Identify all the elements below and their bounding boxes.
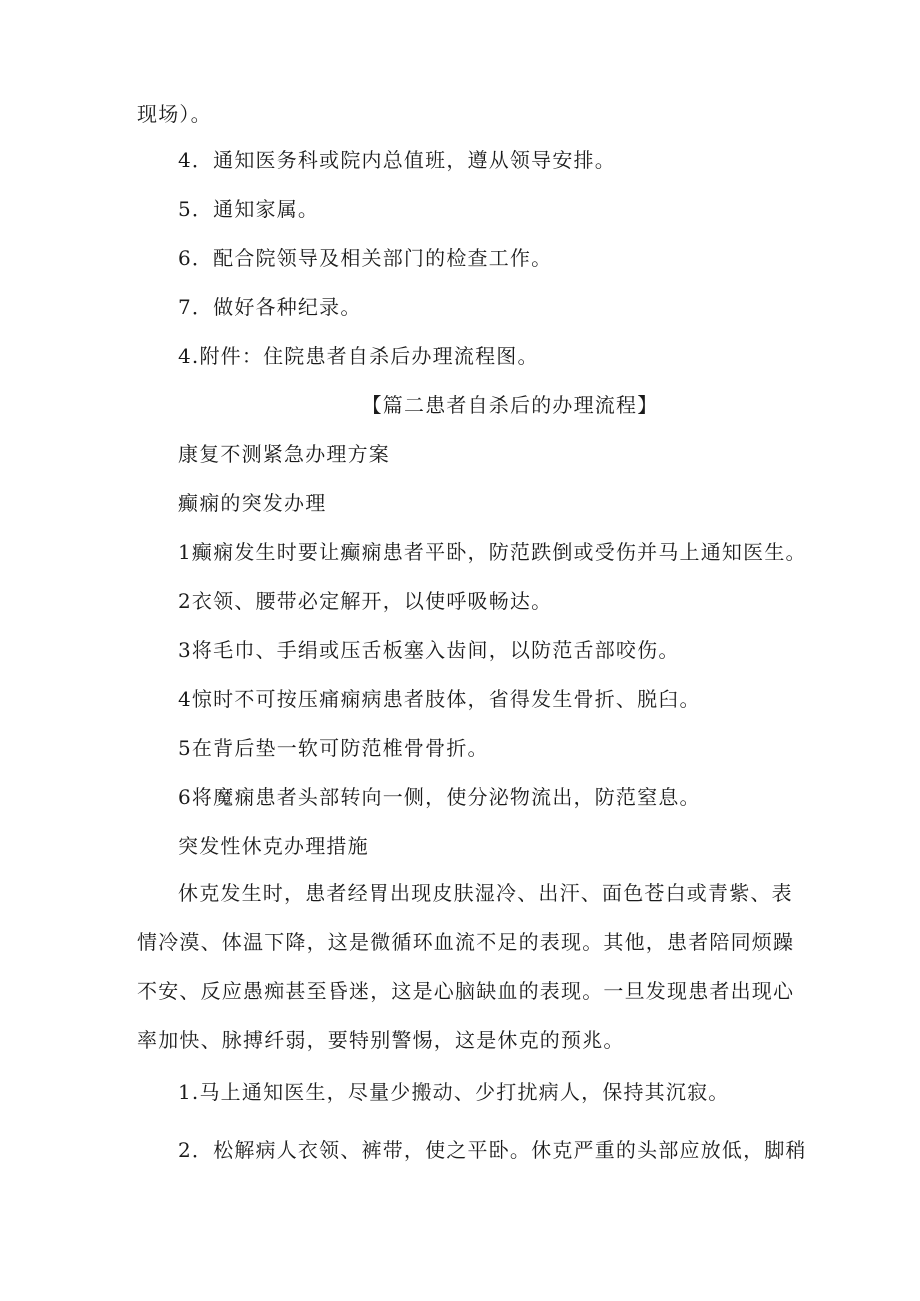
list-item: 4．通知医务科或院内总值班，遵从领导安排。 [178, 148, 616, 172]
list-item: 2衣领、腰带必定解开，以使呼吸畅达。 [178, 589, 553, 613]
attachment-note: 4.附件：住院患者自杀后办理流程图。 [178, 344, 539, 368]
subsection-heading: 突发性休克办理措施 [178, 834, 369, 858]
section-heading: 康复不测紧急办理方案 [178, 442, 390, 466]
list-item: 5．通知家属。 [178, 197, 320, 221]
list-item: 1.马上通知医生，尽量少搬动、少打扰病人，保持其沉寂。 [178, 1080, 730, 1104]
section-title: 【篇二患者自杀后的办理流程】 [361, 393, 659, 417]
text-line: 现场）。 [137, 102, 212, 126]
paragraph: 休克发生时，患者经胃出现皮肤湿冷、出汗、面色苍白或青紫、表情冷漠、体温下降，这是微循环血流不足的表现。其他，患者陪同烦躁不安、反应愚痴甚至昏迷，这是心脑缺血的表现。一旦发现患者出现心率加快、脉搏纤弱，要特别警惕，这是休克的预兆。 [137, 881, 795, 1052]
list-item: 3将毛巾、手绢或压舌板塞入齿间，以防范舌部咬伤。 [178, 638, 680, 662]
list-item: 5在背后垫一软可防范椎骨骨折。 [178, 736, 489, 760]
list-item: 4惊时不可按压痛痫病患者肢体，省得发生骨折、脱臼。 [178, 687, 701, 711]
list-item: 1癫痫发生时要让癫痫患者平卧，防范跌倒或受伤并马上通知医生。 [178, 540, 807, 564]
subsection-heading: 癫痫的突发办理 [178, 491, 327, 515]
list-item: 6将魔痫患者头部转向一侧，使分泌物流出，防范窒息。 [178, 785, 701, 809]
list-item: 7．做好各种纪录。 [178, 295, 362, 319]
list-item: 2．松解病人衣领、裤带，使之平卧。休克严重的头部应放低，脚稍 [178, 1138, 807, 1162]
list-item: 6．配合院领导及相关部门的检查工作。 [178, 246, 553, 270]
